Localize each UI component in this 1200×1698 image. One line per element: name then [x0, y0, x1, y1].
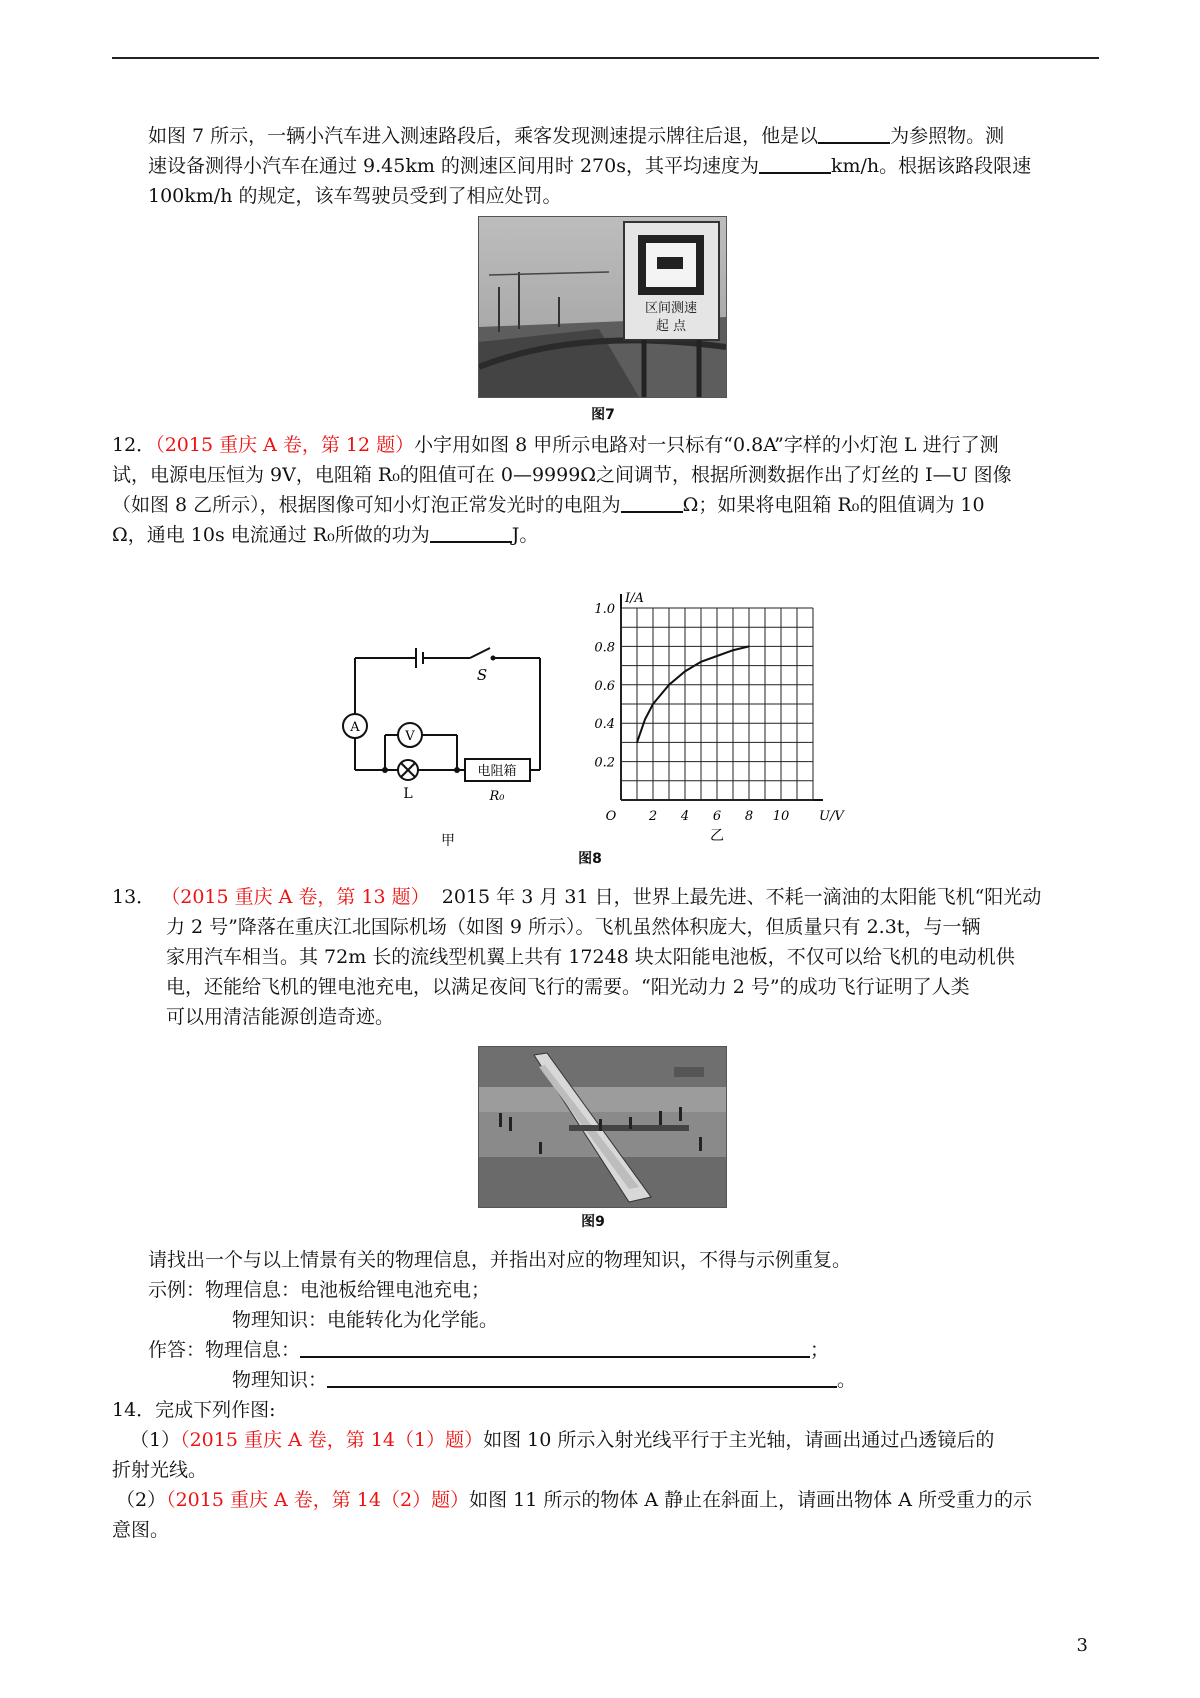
svg-text:电阻箱: 电阻箱 — [477, 764, 517, 779]
iu-data-point — [636, 742, 638, 744]
iu-curve — [637, 646, 749, 742]
iu-data-point — [716, 655, 718, 657]
origin-label: O — [605, 809, 617, 824]
lamp-label: L — [403, 786, 413, 802]
iu-data-point — [652, 703, 654, 705]
circuit-panel-label: 甲 — [441, 833, 455, 849]
question-13-text: 13． （2015 重庆 A 卷，第 13 题） 2015 年 3 月 31 日，世界上最先进、不耗一滴油的太阳能飞机“阳光动 力 2 号”降落在重庆江北国际机场（如图 9 所示）。飞机虽然体积庞大，但质量只有 2.3t，与一辆 家用汽车相当。其 72m 长的流线型机翼上共有 17248 块太阳能电池板，不仅可以给飞机的电动机供 电，还能给飞机的锂电池充电，以满足夜间飞行的需要。“阳光动力 2 号”的成功飞行证明了人类 可以用清洁能源创造奇迹。 — [112, 886, 1042, 1028]
x-tick-label: 8 — [744, 809, 754, 824]
chart-panel-label: 乙 — [710, 828, 724, 842]
y-axis-label: I/A — [625, 591, 644, 606]
y-tick-label: 0.2 — [594, 755, 615, 771]
answer-knowledge-blank[interactable] — [327, 1368, 837, 1388]
x-tick-label: 4 — [680, 809, 690, 824]
svg-text:A: A — [350, 720, 360, 735]
figure-9-caption: 图9 — [581, 1214, 605, 1230]
circuit-diagram — [330, 640, 555, 850]
x-axis-label: U/V — [819, 809, 844, 824]
solar-plane-photo — [478, 1046, 727, 1208]
x-tick-label: 2 — [648, 809, 658, 824]
iu-data-point — [684, 671, 686, 673]
iu-data-point — [644, 719, 646, 721]
x-tick-label: 6 — [712, 809, 722, 824]
page-number: 3 — [1076, 1635, 1088, 1656]
sign-text-line2: 起 点 — [655, 319, 687, 334]
switch-label: S — [476, 666, 488, 684]
question-12-text: 12．（2015 重庆 A 卷，第 12 题）小宇用如图 8 甲所示电路对一只标有“0.8A”字样的小灯泡 L 进行了测 试，电源电压恒为 9V，电阻箱 R₀的阻值可在 0—9999Ω之间调节，根据所测数据作出了灯丝的 I—U 图像 （如图 8 乙所示），根据图像可知小灯泡正常发光时的电阻为 Ω；如果将电阻箱 R₀的阻值调为 10 Ω，通电 10s 电流通过 R₀所做的功为 J。 — [112, 434, 1012, 546]
header-rule — [112, 57, 1099, 59]
y-tick-label: 1.0 — [594, 602, 615, 617]
y-tick-label: 0.4 — [594, 717, 615, 733]
figure-8-caption: 图8 — [578, 851, 602, 867]
sign-text-line1: 区间测速 — [644, 301, 698, 316]
figure-7-caption: 图7 — [591, 407, 615, 423]
x-tick-label: 10 — [772, 809, 790, 824]
question-11-text: 如图 7 所示，一辆小汽车进入测速路段后，乘客发现测速提示牌往后退，他是以 为参照物。测 速设备测得小汽车在通过 9.45km 的测速区间用时 270s，其平均速度为 km/h。根据该路段限速 100km/h 的规定，该车驾驶员受到了相应处罚。 — [148, 125, 1032, 207]
y-tick-label: 0.6 — [594, 678, 615, 694]
question-13-answer-area: 请找出一个与以上情景有关的物理信息，并指出对应的物理知识，不得与示例重复。 示例：物理信息：电池板给锂电池充电； 物理知识：电能转化为化学能。 作答：物理信息： ； 物理知识： 。 — [148, 1249, 857, 1391]
speed-sign-photo — [478, 216, 727, 398]
iu-data-point — [732, 649, 734, 651]
iu-data-point — [700, 661, 702, 663]
iu-data-point — [748, 646, 750, 648]
resistance-box-label: R₀ — [489, 789, 505, 804]
iu-chart — [586, 572, 866, 842]
iu-data-point — [668, 684, 670, 686]
question-14-text: 14．完成下列作图: （1）（2015 重庆 A 卷，第 14（1）题）如图 10 所示入射光线平行于主光轴，请画出通过凸透镜后的 折射光线。 （2）（2015 重庆 A 卷，第 14（2）题）如图 11 所示的物体 A 静止在斜面上，请画出物体 A 所受重力的示 意图。 — [112, 1399, 1032, 1541]
answer-info-blank[interactable] — [300, 1338, 810, 1358]
y-tick-label: 0.8 — [594, 640, 615, 656]
svg-text:V: V — [405, 729, 415, 744]
